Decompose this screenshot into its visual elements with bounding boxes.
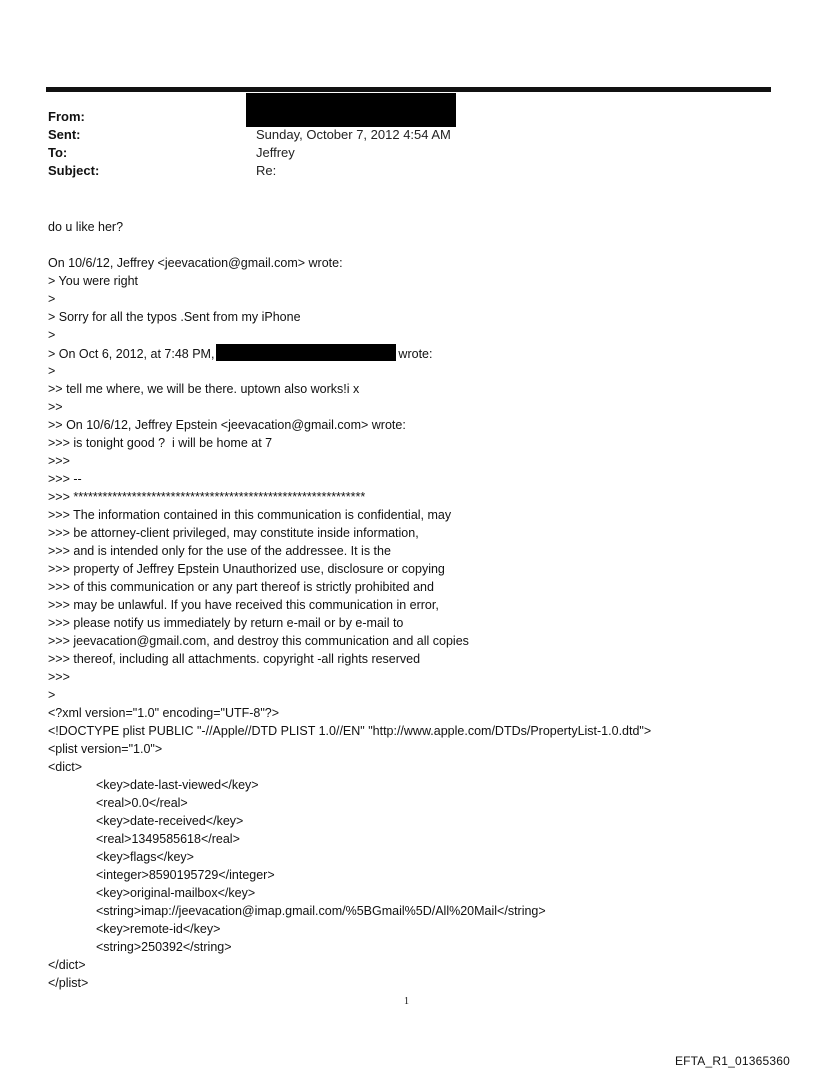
body-line: >>> bbox=[48, 454, 70, 468]
body-line: >>> is tonight good ? i will be home at 7 bbox=[48, 436, 273, 450]
body-line: <?xml version="1.0" encoding="UTF-8"?> bbox=[48, 706, 280, 720]
body-line: <key>date-received</key> bbox=[96, 814, 244, 828]
body-line: > bbox=[48, 292, 56, 306]
to-label: To: bbox=[48, 145, 68, 160]
sender-redaction bbox=[216, 344, 396, 361]
body-line: > Sorry for all the typos .Sent from my iPhone bbox=[48, 310, 301, 324]
body-line: >>> thereof, including all attachments. copyright -all rights reserved bbox=[48, 652, 421, 666]
body-line: <key>date-last-viewed</key> bbox=[96, 778, 259, 792]
body-line: <integer>8590195729</integer> bbox=[96, 868, 275, 882]
body-line: <string>imap://jeevacation@imap.gmail.com/%5BGmail%5D/All%20Mail</string> bbox=[96, 904, 546, 918]
body-line: </dict> bbox=[48, 958, 86, 972]
page-number: 1 bbox=[404, 996, 409, 1007]
body-line: <key>remote-id</key> bbox=[96, 922, 221, 936]
body-line: >>> ************************************************************ bbox=[48, 490, 366, 504]
body-line: On 10/6/12, Jeffrey <jeevacation@gmail.com> wrote: bbox=[48, 256, 343, 270]
body-line: <key>flags</key> bbox=[96, 850, 194, 864]
body-line-text: wrote: bbox=[398, 347, 433, 361]
body-line: <real>1349585618</real> bbox=[96, 832, 240, 846]
body-line: > bbox=[48, 364, 56, 378]
body-line: >>> please notify us immediately by return e-mail or by e-mail to bbox=[48, 616, 404, 630]
document-id: EFTA_R1_01365360 bbox=[674, 1054, 790, 1068]
body-line: >>> bbox=[48, 670, 70, 684]
body-line: <plist version="1.0"> bbox=[48, 742, 163, 756]
to-value: Jeffrey bbox=[256, 145, 295, 160]
body-opening: do u like her? bbox=[48, 220, 124, 234]
body-line: <dict> bbox=[48, 760, 83, 774]
body-line: >> On 10/6/12, Jeffrey Epstein <jeevacation@gmail.com> wrote: bbox=[48, 418, 406, 432]
body-line: <real>0.0</real> bbox=[96, 796, 188, 810]
subject-value: Re: bbox=[256, 163, 277, 178]
body-line: >>> The information contained in this communication is confidential, may bbox=[48, 508, 452, 522]
subject-label: Subject: bbox=[48, 163, 100, 178]
body-line: >>> be attorney-client privileged, may constitute inside information, bbox=[48, 526, 419, 540]
body-line: > bbox=[48, 328, 56, 342]
body-line: > bbox=[48, 688, 56, 702]
sent-label: Sent: bbox=[48, 127, 81, 142]
body-line: <string>250392</string> bbox=[96, 940, 232, 954]
body-line: >>> -- bbox=[48, 472, 82, 486]
body-line: >>> property of Jeffrey Epstein Unauthorized use, disclosure or copying bbox=[48, 562, 445, 576]
body-line: <key>original-mailbox</key> bbox=[96, 886, 256, 900]
body-line: >> tell me where, we will be there. uptown also works!i x bbox=[48, 382, 360, 396]
body-line: <!DOCTYPE plist PUBLIC "-//Apple//DTD PLIST 1.0//EN" "http://www.apple.com/DTDs/PropertyList-1.0.dtd"> bbox=[48, 724, 652, 738]
from-redaction bbox=[246, 93, 456, 127]
sent-value: Sunday, October 7, 2012 4:54 AM bbox=[256, 127, 451, 142]
body-line-text: > On Oct 6, 2012, at 7:48 PM, bbox=[48, 347, 215, 361]
body-line-with-redaction bbox=[48, 344, 432, 363]
from-label: From: bbox=[48, 109, 85, 124]
body-line: >>> jeevacation@gmail.com, and destroy this communication and all copies bbox=[48, 634, 469, 648]
body-line: >>> of this communication or any part thereof is strictly prohibited and bbox=[48, 580, 434, 594]
body-line: </plist> bbox=[48, 976, 89, 990]
body-line: >>> and is intended only for the use of the addressee. It is the bbox=[48, 544, 391, 558]
header-rule bbox=[46, 87, 771, 92]
body-line: > You were right bbox=[48, 274, 138, 288]
body-line: >> bbox=[48, 400, 63, 414]
body-line: >>> may be unlawful. If you have received this communication in error, bbox=[48, 598, 439, 612]
